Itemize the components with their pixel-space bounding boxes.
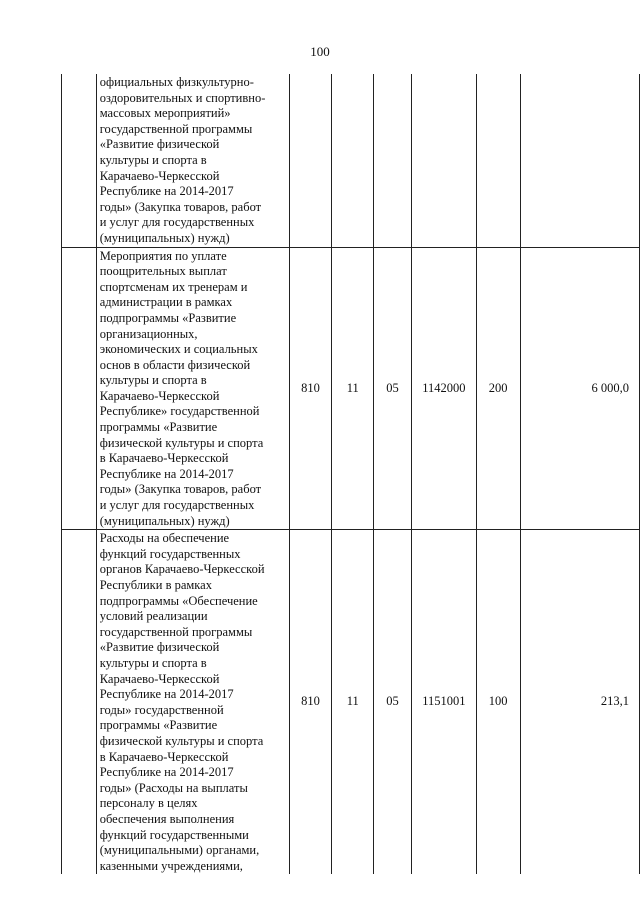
description-line: (муниципальных) нужд) — [99, 230, 230, 245]
description-line: Карачаево-Черкесской — [99, 168, 220, 183]
description-line: Мероприятия по уплате — [99, 248, 227, 263]
section-code-cell: 11 — [332, 247, 374, 530]
description-line: годы» (Закупка товаров, работ — [99, 482, 262, 497]
subsection-code-cell — [374, 74, 412, 247]
amount-cell — [520, 74, 639, 247]
description-cell — [96, 74, 289, 247]
description-line: «Развитие физической — [99, 640, 220, 655]
description-line: органов Карачаево-Черкесской — [99, 562, 265, 577]
description-line: физической культуры и спорта — [99, 733, 264, 748]
description-line: Республике на 2014-2017 — [99, 687, 234, 702]
section-code-cell: 11 — [332, 530, 374, 875]
description-line: Карачаево-Черкесской — [99, 388, 220, 403]
expense-type-cell — [476, 74, 520, 247]
expense-type-cell: 200 — [476, 247, 520, 530]
description-line: культуры и спорта в — [99, 373, 207, 388]
ministry-code-cell: 810 — [289, 530, 332, 875]
description-line: (муниципальными) органами, — [99, 843, 260, 858]
subsection-code-cell: 05 — [374, 530, 412, 875]
description-line: спортсменам их тренерам и — [99, 279, 248, 294]
ministry-code-cell: 810 — [289, 247, 332, 530]
description-line: годы» (Расходы на выплаты — [99, 780, 248, 795]
description-line: казенными учреждениями, — [99, 858, 243, 873]
description-line: годы» (Закупка товаров, работ — [99, 199, 262, 214]
description-line: «Развитие физической — [99, 137, 220, 152]
amount-cell: 213,1 — [520, 530, 639, 875]
table-row — [62, 247, 640, 530]
description-line: и услуг для государственных — [99, 215, 255, 230]
description-line: персоналу в целях — [99, 796, 198, 811]
description-line: условий реализации — [99, 609, 208, 624]
description-line: функций государственных — [99, 546, 241, 561]
section-code-cell — [332, 74, 374, 247]
subsection-code-cell: 05 — [374, 247, 412, 530]
description-line: и услуг для государственных — [99, 498, 255, 513]
description-line: культуры и спорта в — [99, 152, 207, 167]
row-number-cell — [62, 530, 97, 875]
description-line: оздоровительных и спортивно- — [99, 90, 266, 105]
description-line: Республике на 2014-2017 — [99, 466, 234, 481]
description-line: подпрограммы «Развитие — [99, 310, 237, 325]
description-line: программы «Развитие — [99, 420, 218, 435]
description-line: администрации в рамках — [99, 295, 233, 310]
description-line: Карачаево-Черкесской — [99, 671, 220, 686]
description-line: экономических и социальных — [99, 342, 258, 357]
row-number-cell — [62, 247, 97, 530]
expense-type-cell: 100 — [476, 530, 520, 875]
description-cell — [96, 530, 289, 875]
description-line: обеспечения выполнения — [99, 811, 235, 826]
table-row — [62, 530, 640, 875]
target-article-cell: 1151001 — [411, 530, 476, 875]
target-article-cell: 1142000 — [411, 247, 476, 530]
ministry-code-cell — [289, 74, 332, 247]
table-row — [62, 74, 640, 247]
description-line: функций государственными — [99, 827, 249, 842]
description-line: (муниципальных) нужд) — [99, 513, 230, 528]
page-number: 100 — [310, 44, 330, 59]
description-line: подпрограммы «Обеспечение — [99, 593, 258, 608]
budget-table — [61, 74, 640, 874]
description-line: в Карачаево-Черкесской — [99, 451, 229, 466]
description-line: организационных, — [99, 326, 198, 341]
target-article-cell — [411, 74, 476, 247]
description-line: программы «Развитие — [99, 718, 218, 733]
description-line: Республики в рамках — [99, 578, 212, 592]
description-line: массовых мероприятий» — [99, 106, 231, 121]
description-cell — [96, 247, 289, 530]
description-line: государственной программы — [99, 624, 253, 639]
description-line: поощрительных выплат — [99, 264, 227, 279]
description-line: официальных физкультурно- — [99, 75, 254, 89]
amount-cell: 6 000,0 — [520, 247, 639, 530]
description-line: в Карачаево-Черкесской — [99, 749, 229, 764]
description-line: Республике» государственной — [99, 404, 260, 419]
row-number-cell — [62, 74, 97, 247]
description-line: годы» государственной — [99, 702, 224, 717]
description-line: Республике на 2014-2017 — [99, 765, 234, 780]
description-line: физической культуры и спорта — [99, 435, 264, 450]
description-line: культуры и спорта в — [99, 655, 207, 670]
description-line: основ в области физической — [99, 357, 251, 372]
description-line: Республике на 2014-2017 — [99, 184, 234, 199]
description-line: Расходы на обеспечение — [99, 531, 230, 546]
description-line: государственной программы — [99, 121, 253, 136]
